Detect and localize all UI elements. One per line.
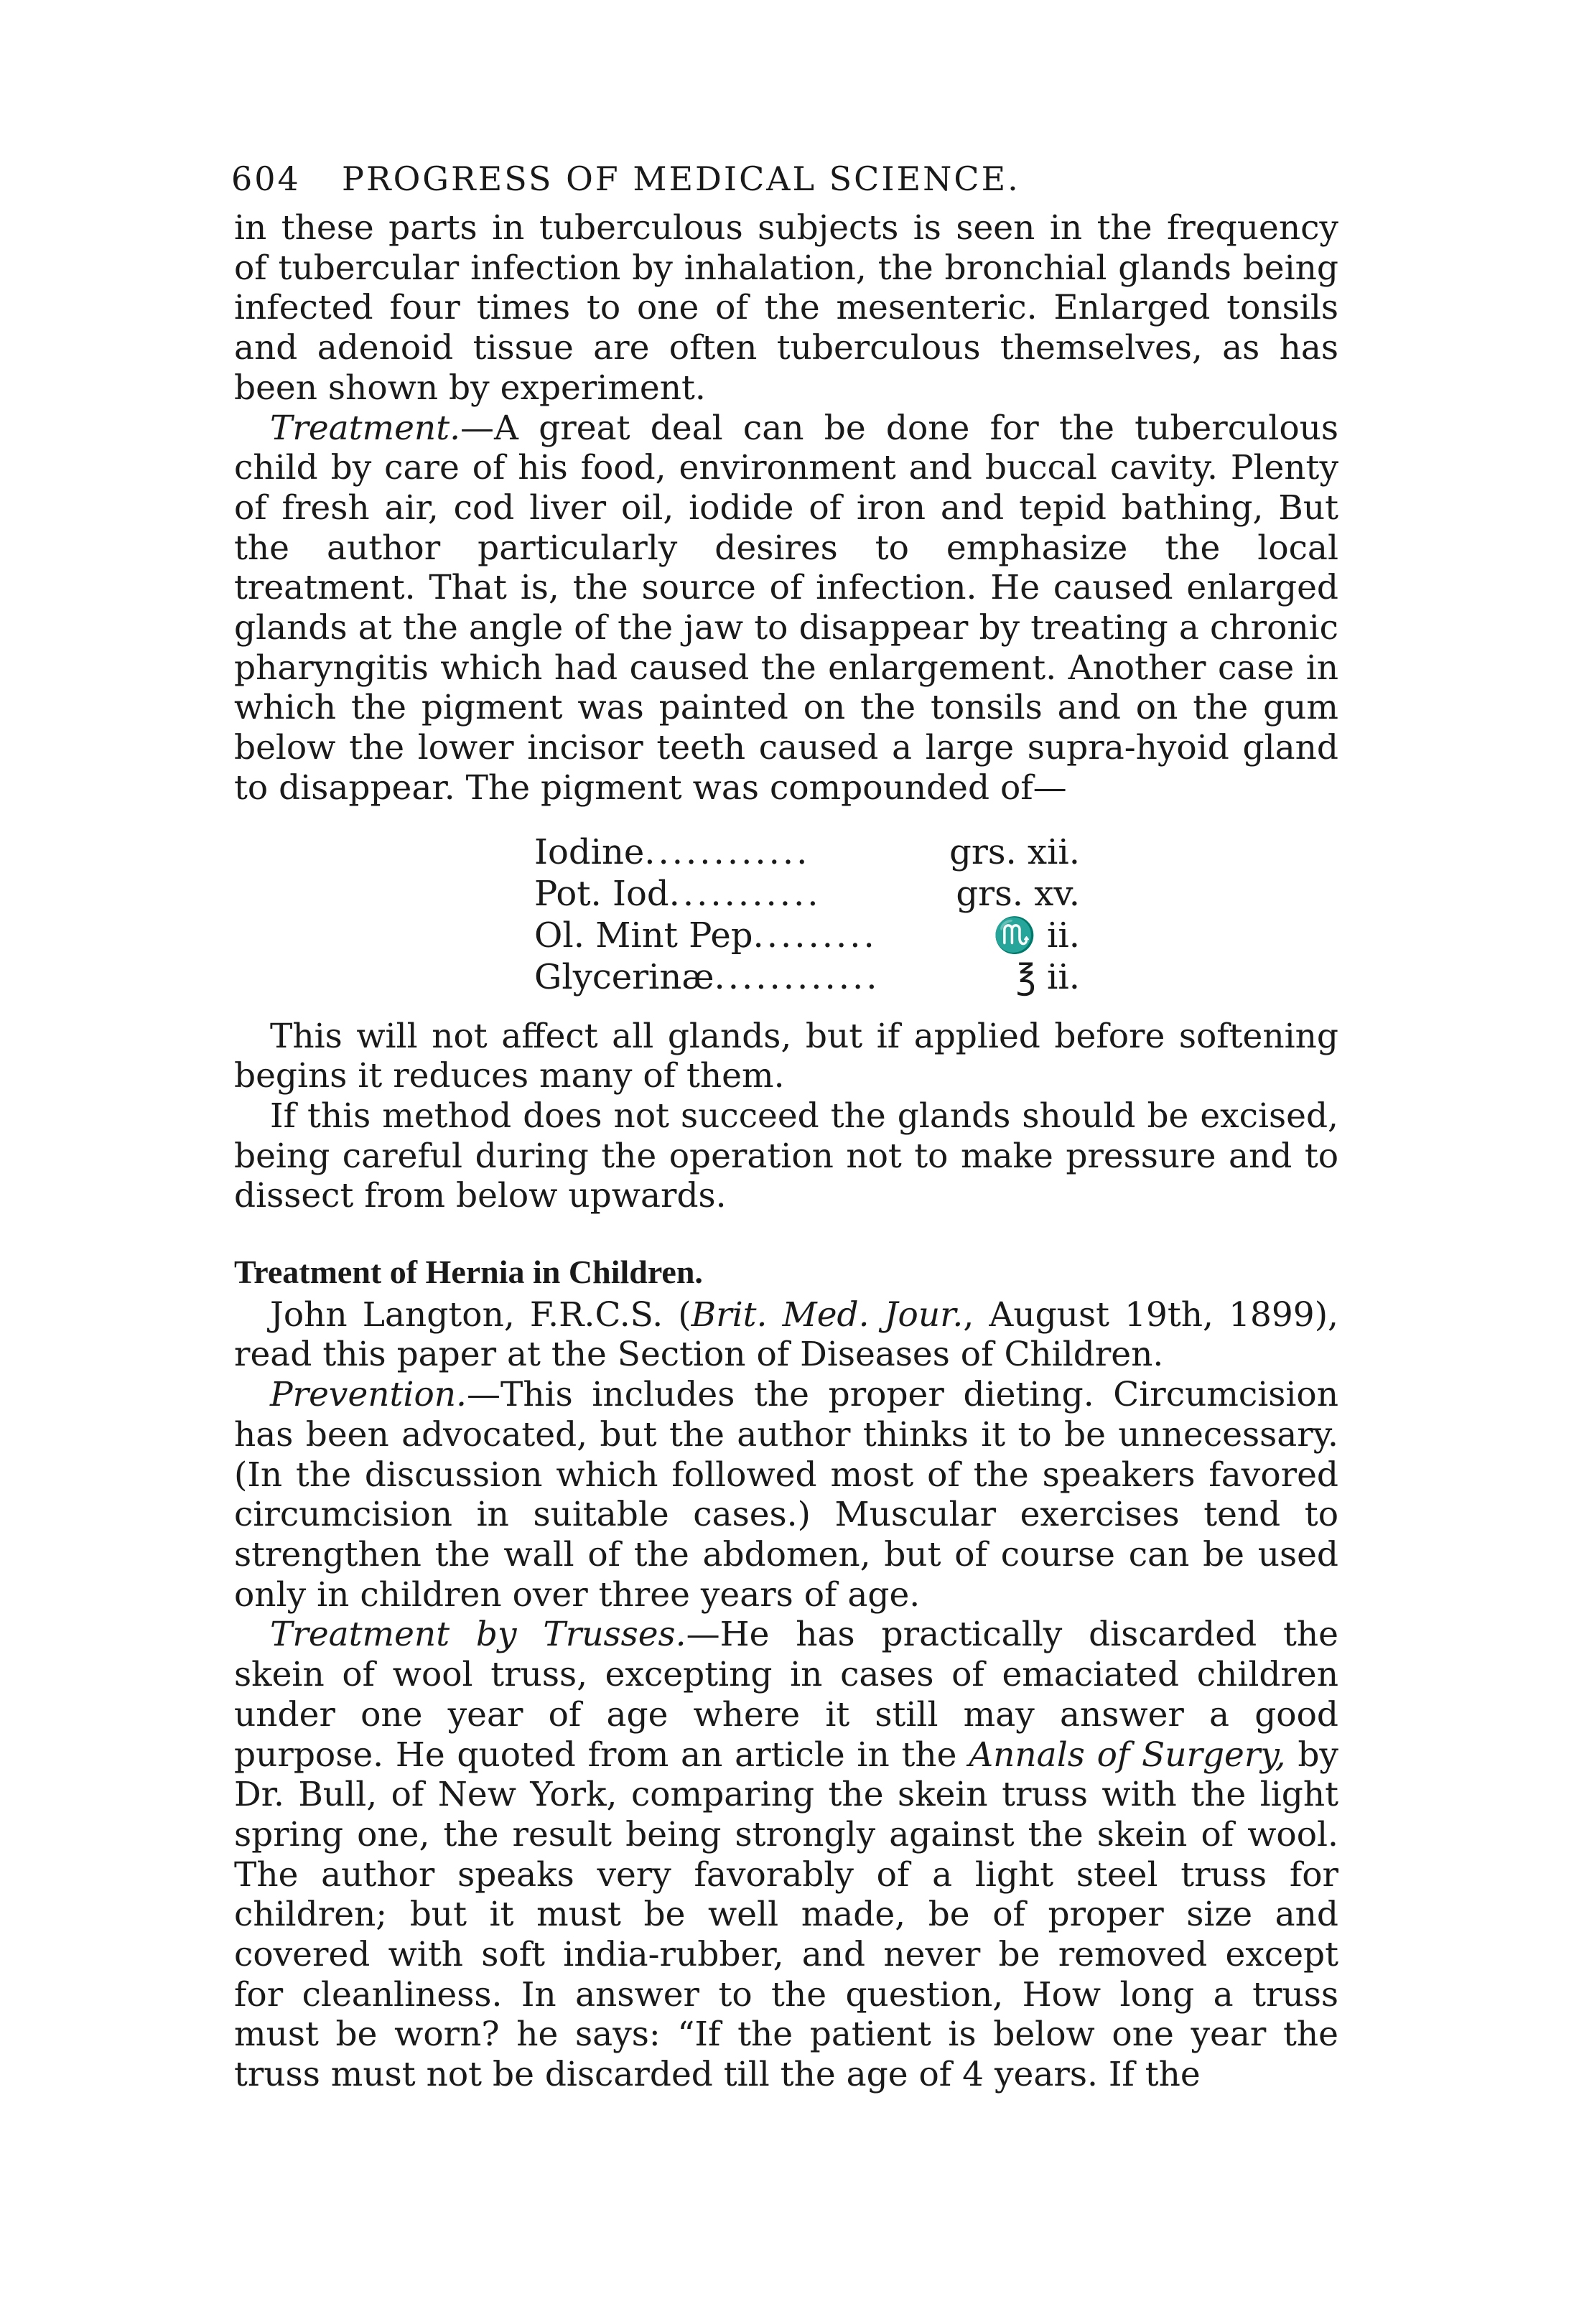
citation-author: John Langton, F.R.C.S. ( (270, 1294, 691, 1335)
formula-dose: ℥ ii. (1016, 956, 1080, 997)
prevention-label: Prevention. (270, 1375, 467, 1415)
section-heading: Treatment of Hernia in Children. (234, 1254, 703, 1291)
formula-row (534, 956, 1080, 998)
formula-ingredient: Ol. Mint Pep (534, 915, 753, 956)
citation-rest: , August 19th, 1899), read this paper at the Section of Diseases of Children. (234, 1294, 1338, 1375)
formula-dose: ♏ ii. (993, 915, 1080, 956)
journal-title: Brit. Med. Jour. (691, 1294, 964, 1335)
paragraph-excision: If this method does not succeed the glands should be excised, being careful during the operation not to make pressure and to dissect from below upwards. (234, 1096, 1338, 1216)
formula-leader: ............ (714, 956, 880, 997)
formula-row (534, 831, 1080, 873)
trusses-text: —He has practically discarded the skein of wool truss, excepting in cases of emaciated children under one year of age where it still may answer a good purpose. He quoted from an article in the (234, 1615, 1338, 1775)
formula-dose: grs. xv. (956, 873, 1080, 914)
page-body (234, 208, 1338, 2095)
pigment-formula (534, 831, 1338, 998)
page-number: 604 (231, 159, 301, 198)
paragraph-effect: This will not affect all glands, but if applied before softening begins it reduces many of them. (234, 1016, 1338, 1096)
treatment-label: Treatment. (270, 408, 461, 448)
running-header (231, 159, 1351, 198)
formula-ingredient: Pot. Iod (534, 873, 669, 914)
formula-ingredient: Iodine (534, 831, 645, 872)
journal-title: Annals of Surgery, (969, 1735, 1286, 1775)
paragraph-continuation: in these parts in tuberculous subjects is seen in the frequency of tubercular infection by inhalation, the bronchial glands being infected four times to one of the mesenteric. Enlarged tonsils and adenoid tissue are often tuberculous themselves, as has been shown by experiment. (234, 208, 1338, 408)
prevention-text: —This includes the proper dieting. Circumcision has been advocated, but the author thinks it to be unnecessary. (In the discussion which followed most of the speakers favored circumcision in suitable cases.) Muscular exercises tend to strengthen the wall of the abdomen, but of course can be used only in children over three years of age. (234, 1375, 1338, 1615)
paragraph-treatment (234, 409, 1338, 808)
formula-leader: ........... (669, 873, 821, 914)
paragraph-prevention (234, 1375, 1338, 1615)
formula-row (534, 915, 1080, 956)
paragraph-hernia-intro (234, 1295, 1338, 1375)
treatment-text: —A great deal can be done for the tuberculous child by care of his food, environment and buccal cavity. Plenty of fresh air, cod liver oil, iodide of iron and tepid bathing, But the author particularly desires to emphasize the local treatment. That is, the source of infection. He caused enlarged glands at the angle of the jaw to disappear by treating a chronic pharyngitis which had caused the enlargement. Another case in which the pigment was painted on the tonsils and on the gum below the lower incisor teeth caused a large supra-hyoid gland to disappear. The pigment was compounded of— (234, 408, 1338, 808)
formula-ingredient: Glycerinæ (534, 956, 714, 997)
formula-row (534, 873, 1080, 915)
running-title: PROGRESS OF MEDICAL SCIENCE. (342, 159, 1020, 198)
trusses-text-continued: by Dr. Bull, of New York, comparing the skein truss with the light spring one, the result being strongly against the skein of wool. The author speaks very favorably of a light steel truss for children; but it must be well made, be of proper size and covered with soft india-rubber, and never be removed except for cleanliness. In answer to the question, How long a truss must be worn? he says: “If the patient is below one year the truss must not be discarded till the age of 4 years. If the (234, 1735, 1338, 2095)
formula-leader: ............ (644, 831, 811, 872)
formula-dose: grs. xii. (949, 831, 1080, 872)
formula-leader: ......... (753, 915, 877, 956)
trusses-label: Treatment by Trusses. (270, 1615, 686, 1655)
paragraph-trusses (234, 1615, 1338, 2094)
